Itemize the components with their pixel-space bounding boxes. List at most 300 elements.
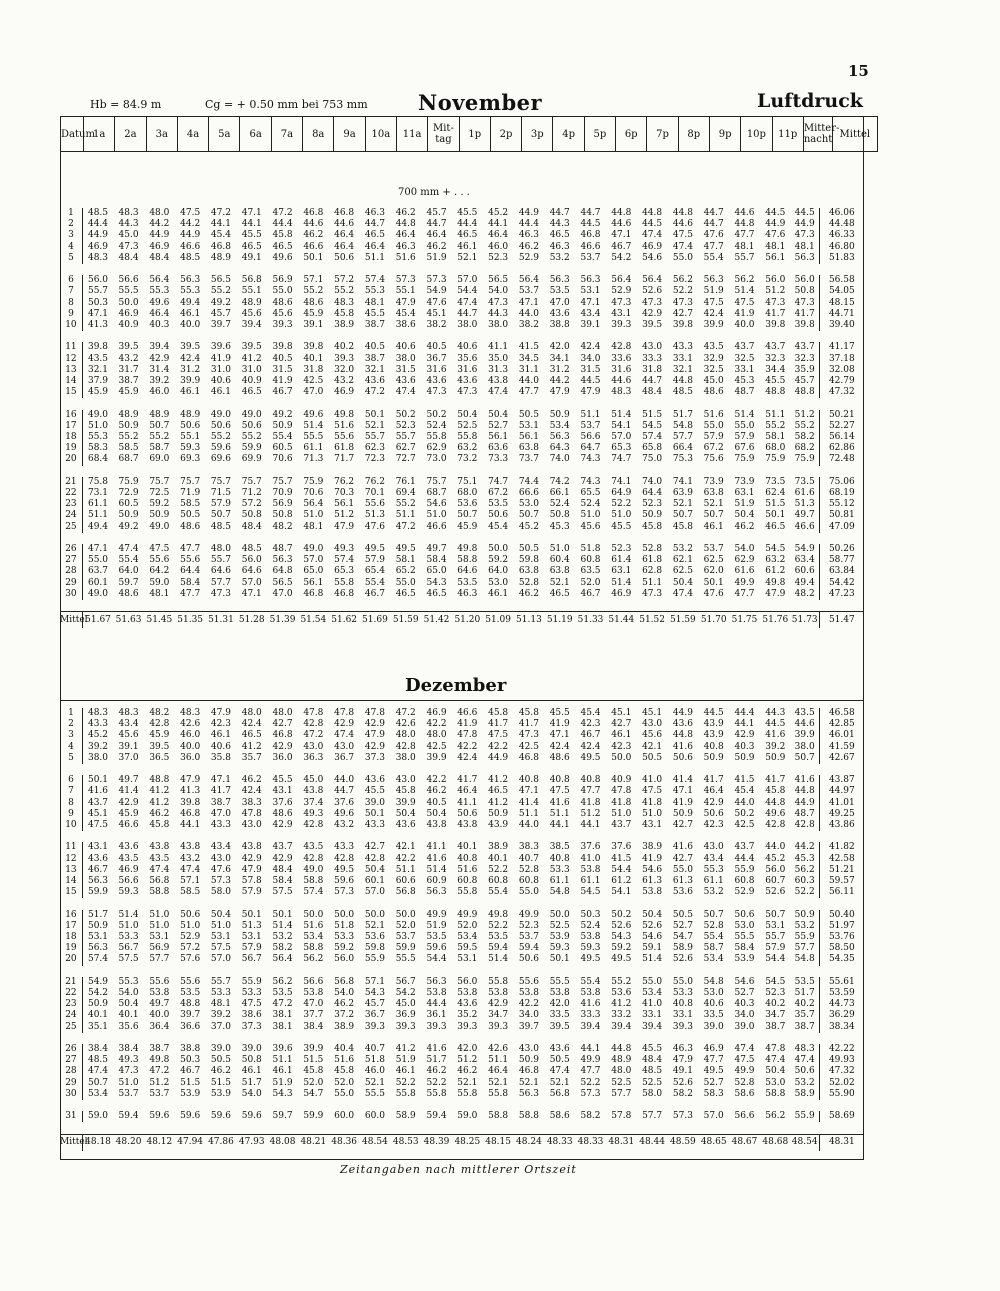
value-cell: 75.7	[426, 476, 447, 487]
date-cell: 9	[60, 309, 82, 320]
value-cell: 42.9	[734, 730, 755, 741]
value-cell: 42.6	[488, 1044, 509, 1055]
value-cell: 51.0	[426, 510, 447, 521]
table-row	[60, 309, 864, 320]
value-cell: 40.1	[457, 842, 478, 853]
value-cell: 47.3	[426, 387, 447, 398]
value-cell: 53.3	[549, 864, 570, 875]
value-cell: 50.4	[642, 909, 663, 920]
value-cell: 51.4	[734, 409, 755, 420]
value-cell: 50.5	[672, 909, 693, 920]
value-cell: 50.21	[819, 410, 864, 421]
value-cell: 45.8	[334, 308, 355, 319]
value-cell: 55.0	[703, 420, 724, 431]
value-cell: 51.1	[272, 1055, 293, 1066]
value-cell: 44.0	[765, 842, 786, 853]
value-cell: 39.6	[272, 1044, 293, 1055]
value-cell: 43.5	[87, 353, 109, 364]
value-cell: 47.6	[426, 297, 447, 308]
value-cell: 44.2	[149, 219, 170, 230]
value-cell: 74.7	[488, 476, 509, 487]
value-cell: 48.6	[703, 387, 724, 398]
value-cell: 56.6	[303, 976, 324, 987]
value-cell: 47.6	[765, 230, 786, 241]
value-cell: 47.8	[364, 708, 385, 718]
value-cell: 43.7	[734, 342, 755, 353]
value-cell: 43.6	[395, 376, 416, 387]
value-cell: 52.4	[580, 920, 601, 931]
value-cell: 58.9	[672, 943, 693, 954]
value-cell: 38.1	[272, 1021, 293, 1032]
value-cell: 55.3	[149, 286, 170, 297]
value-cell: 36.7	[426, 353, 447, 364]
value-cell: 56.3	[580, 275, 601, 286]
value-cell: 41.2	[149, 786, 170, 797]
value-cell: 70.6	[272, 454, 293, 465]
value-cell: 42.9	[272, 741, 293, 752]
value-cell: 49.0	[303, 864, 324, 875]
column-header: 8a	[303, 117, 334, 152]
value-cell: 46.5	[457, 230, 478, 241]
value-cell: 57.0	[703, 1111, 724, 1122]
value-cell: 45.7	[364, 999, 385, 1010]
mean-value: 48.44	[637, 1134, 668, 1151]
value-cell: 41.7	[518, 719, 539, 730]
table-row	[60, 753, 864, 764]
value-cell: 54.2	[87, 988, 109, 999]
value-cell: 46.6	[180, 241, 201, 252]
value-cell: 44.48	[819, 219, 864, 230]
table-row	[60, 488, 864, 499]
value-cell: 38.4	[87, 1044, 109, 1055]
value-cell: 39.5	[549, 1021, 570, 1032]
value-cell: 71.5	[210, 488, 231, 499]
table-row	[60, 1055, 864, 1066]
value-cell: 50.7	[765, 909, 786, 920]
value-cell: 33.3	[580, 1010, 601, 1021]
value-cell: 42.9	[118, 797, 139, 808]
value-cell: 50.5	[549, 1055, 570, 1066]
value-cell: 56.3	[426, 887, 447, 898]
value-cell: 48.2	[149, 708, 170, 718]
value-cell: 46.58	[819, 708, 864, 719]
date-cell: 24	[60, 1010, 82, 1021]
value-cell: 46.6	[118, 820, 139, 831]
value-cell: 74.0	[642, 476, 663, 487]
date-cell: 5	[60, 253, 82, 264]
value-cell: 59.1	[642, 943, 663, 954]
value-cell: 44.4	[518, 219, 539, 230]
value-cell: 60.8	[488, 876, 509, 887]
value-cell: 39.0	[241, 1044, 262, 1055]
value-cell: 58.2	[272, 943, 293, 954]
value-cell: 50.4	[426, 808, 447, 819]
mean-value: 48.15	[483, 1134, 514, 1151]
value-cell: 55.0	[642, 976, 663, 987]
value-cell: 50.9	[87, 999, 109, 1010]
value-cell: 44.6	[611, 376, 632, 387]
value-cell: 49.0	[241, 409, 262, 420]
value-cell: 47.2	[303, 730, 324, 741]
table-row	[60, 742, 864, 753]
value-cell: 43.1	[642, 820, 663, 831]
value-cell: 59.5	[457, 943, 478, 954]
value-cell: 53.2	[549, 252, 570, 263]
value-cell: 53.2	[703, 887, 724, 898]
value-cell: 51.0	[118, 1077, 139, 1088]
date-cell: 17	[60, 421, 82, 432]
table-row	[60, 1089, 864, 1100]
mean-value: 48.31	[606, 1134, 637, 1151]
value-cell: 42.9	[149, 353, 170, 364]
value-cell: 50.0	[549, 909, 570, 920]
value-cell: 43.9	[703, 719, 724, 730]
value-cell: 52.9	[518, 252, 539, 263]
value-cell: 52.3	[395, 420, 416, 431]
date-cell: 6	[60, 775, 82, 786]
value-cell: 47.5	[549, 786, 570, 797]
value-cell: 47.8	[765, 1044, 786, 1055]
value-cell: 43.4	[580, 308, 601, 319]
value-cell: 52.6	[672, 954, 693, 965]
value-cell: 55.5	[118, 286, 139, 297]
value-cell: 49.0	[303, 544, 324, 555]
value-cell: 37.0	[210, 1021, 231, 1032]
value-cell: 47.6	[703, 230, 724, 241]
value-cell: 51.6	[334, 420, 355, 431]
value-cell: 45.5	[611, 521, 632, 532]
value-cell: 56.7	[241, 954, 262, 965]
value-cell: 42.8	[149, 719, 170, 730]
value-cell: 56.8	[395, 887, 416, 898]
value-cell: 53.3	[241, 988, 262, 999]
value-cell: 54.2	[611, 252, 632, 263]
value-cell: 54.5	[580, 887, 601, 898]
value-cell: 42.58	[819, 854, 864, 865]
value-cell: 35.7	[241, 752, 262, 763]
table-row	[60, 954, 864, 965]
value-cell: 52.9	[734, 887, 755, 898]
value-cell: 47.3	[765, 297, 786, 308]
value-cell: 47.7	[518, 387, 539, 398]
value-cell: 57.8	[241, 876, 262, 887]
value-cell: 75.7	[272, 476, 293, 487]
value-cell: 57.1	[180, 876, 201, 887]
value-cell: 41.0	[642, 999, 663, 1010]
value-cell: 70.9	[272, 488, 293, 499]
value-cell: 43.9	[703, 730, 724, 741]
value-cell: 44.8	[734, 219, 755, 230]
value-cell: 73.7	[518, 454, 539, 465]
value-cell: 51.2	[794, 409, 815, 420]
value-cell: 56.0	[765, 275, 786, 286]
value-cell: 44.5	[794, 208, 815, 218]
value-cell: 51.5	[180, 1077, 201, 1088]
value-cell: 44.3	[118, 219, 139, 230]
value-cell: 56.0	[794, 275, 815, 286]
value-cell: 59.6	[210, 1111, 231, 1122]
value-cell: 36.7	[364, 1010, 385, 1021]
value-cell: 47.8	[334, 708, 355, 718]
table-row	[60, 320, 864, 331]
value-cell: 44.6	[672, 219, 693, 230]
value-cell: 47.6	[364, 521, 385, 532]
value-cell: 63.8	[518, 566, 539, 577]
value-cell: 39.4	[580, 1021, 601, 1032]
value-cell: 51.5	[303, 1055, 324, 1066]
value-cell: 40.0	[180, 741, 201, 752]
mean-value: 48.54	[360, 1134, 391, 1151]
value-cell: 56.5	[272, 577, 293, 588]
value-cell: 47.5	[241, 999, 262, 1010]
value-cell: 33.1	[642, 1010, 663, 1021]
value-cell: 47.8	[457, 730, 478, 741]
value-cell: 58.6	[549, 1111, 570, 1122]
value-cell: 44.4	[426, 999, 447, 1010]
value-cell: 38.7	[210, 797, 231, 808]
value-cell: 56.0	[457, 976, 478, 987]
value-cell: 42.9	[703, 797, 724, 808]
column-header: 11p	[772, 117, 803, 152]
value-cell: 58.3	[87, 443, 109, 454]
value-cell: 50.7	[794, 752, 815, 763]
value-cell: 46.4	[426, 230, 447, 241]
value-cell: 57.9	[703, 432, 724, 443]
value-cell: 41.1	[457, 797, 478, 808]
date-cell: 5	[60, 753, 82, 764]
value-cell: 69.4	[395, 488, 416, 499]
value-cell: 51.1	[364, 252, 385, 263]
value-cell: 45.5	[765, 376, 786, 387]
value-cell: 52.8	[703, 920, 724, 931]
value-cell: 51.3	[364, 510, 385, 521]
value-cell: 56.3	[272, 555, 293, 566]
value-cell: 47.6	[210, 864, 231, 875]
value-cell: 42.1	[395, 842, 416, 853]
value-cell: 48.2	[272, 521, 293, 532]
value-cell: 47.4	[642, 230, 663, 241]
value-cell: 42.9	[241, 853, 262, 864]
value-cell: 44.2	[549, 376, 570, 387]
value-cell: 46.9	[611, 588, 632, 599]
value-cell: 47.3	[118, 1066, 139, 1077]
value-cell: 55.0	[672, 976, 693, 987]
value-cell: 48.1	[210, 999, 231, 1010]
value-cell: 50.4	[395, 808, 416, 819]
value-cell: 46.9	[703, 1044, 724, 1055]
value-cell: 52.9	[180, 932, 201, 943]
value-cell: 44.1	[241, 219, 262, 230]
value-cell: 43.0	[703, 842, 724, 853]
table-row	[60, 342, 864, 353]
value-cell: 33.6	[611, 353, 632, 364]
value-cell: 50.6	[180, 909, 201, 920]
value-cell: 38.9	[642, 842, 663, 853]
value-cell: 38.0	[395, 752, 416, 763]
table-row	[60, 354, 864, 365]
value-cell: 56.2	[303, 954, 324, 965]
value-cell: 51.1	[488, 1055, 509, 1066]
column-header: 10p	[741, 117, 772, 152]
value-cell: 47.4	[457, 297, 478, 308]
date-cell: 21	[60, 977, 82, 988]
value-cell: 56.8	[149, 876, 170, 887]
value-cell: 51.0	[210, 920, 231, 931]
value-cell: 46.1	[703, 521, 724, 532]
value-cell: 51.2	[457, 1055, 478, 1066]
value-cell: 33.2	[611, 1010, 632, 1021]
value-cell: 56.4	[303, 499, 324, 510]
value-cell: 40.0	[149, 1010, 170, 1021]
value-cell: 54.0	[118, 988, 139, 999]
value-cell: 51.8	[580, 544, 601, 555]
value-cell: 55.3	[364, 286, 385, 297]
value-cell: 42.7	[272, 719, 293, 730]
value-cell: 47.4	[734, 1044, 755, 1055]
value-cell: 56.8	[549, 1088, 570, 1099]
value-cell: 51.6	[457, 864, 478, 875]
value-cell: 53.2	[672, 544, 693, 555]
value-cell: 46.8	[518, 1066, 539, 1077]
value-cell: 51.2	[149, 1077, 170, 1088]
value-cell: 41.7	[765, 775, 786, 786]
value-cell: 43.3	[210, 820, 231, 831]
value-cell: 52.4	[549, 499, 570, 510]
value-cell: 58.2	[794, 432, 815, 443]
date-cell: 30	[60, 1089, 82, 1100]
value-cell: 32.1	[364, 364, 385, 375]
value-cell: 57.7	[642, 1111, 663, 1122]
value-cell: 45.5	[364, 786, 385, 797]
value-cell: 52.8	[518, 864, 539, 875]
value-cell: 53.9	[734, 954, 755, 965]
value-cell: 50.9	[149, 510, 170, 521]
value-cell: 71.2	[241, 488, 262, 499]
value-cell: 58.8	[765, 1088, 786, 1099]
value-cell: 41.17	[819, 342, 864, 353]
value-cell: 44.9	[794, 219, 815, 230]
value-cell: 69.6	[210, 454, 231, 465]
value-cell: 53.6	[611, 988, 632, 999]
value-cell: 49.8	[149, 1055, 170, 1066]
value-cell: 46.06	[819, 208, 864, 219]
value-cell: 32.1	[87, 364, 109, 375]
value-cell: 49.5	[580, 752, 601, 763]
value-cell: 46.9	[87, 241, 109, 252]
value-cell: 36.4	[149, 1021, 170, 1032]
table-row	[60, 253, 864, 264]
value-cell: 51.4	[611, 409, 632, 420]
value-cell: 46.0	[364, 1066, 385, 1077]
value-cell: 53.3	[672, 988, 693, 999]
mean-value: 51.67	[82, 612, 113, 629]
value-cell: 67.2	[703, 443, 724, 454]
footer-note: Zeitangaben nach mittlerer Ortszeit	[340, 1163, 577, 1176]
value-cell: 48.4	[642, 1055, 663, 1066]
column-header: 3p	[522, 117, 553, 152]
date-cell: 17	[60, 921, 82, 932]
value-cell: 31.8	[642, 364, 663, 375]
date-cell: 26	[60, 544, 82, 555]
value-cell: 50.6	[518, 954, 539, 965]
value-cell: 43.6	[364, 775, 385, 786]
value-cell: 41.01	[819, 798, 864, 809]
value-cell: 47.7	[703, 241, 724, 252]
value-cell: 63.5	[580, 566, 601, 577]
value-cell: 55.6	[518, 976, 539, 987]
value-cell: 42.2	[518, 999, 539, 1010]
value-cell: 56.1	[765, 252, 786, 263]
value-cell: 43.0	[642, 342, 663, 353]
value-cell: 47.9	[334, 521, 355, 532]
value-cell: 53.59	[819, 988, 864, 999]
value-cell: 72.3	[364, 454, 385, 465]
value-cell: 72.7	[395, 454, 416, 465]
value-cell: 48.3	[180, 708, 201, 718]
value-cell: 33.3	[642, 353, 663, 364]
value-cell: 46.5	[364, 230, 385, 241]
value-cell: 51.21	[819, 865, 864, 876]
value-cell: 47.9	[549, 387, 570, 398]
value-cell: 53.6	[672, 887, 693, 898]
value-cell: 56.0	[87, 275, 109, 286]
value-cell: 42.4	[580, 741, 601, 752]
value-cell: 53.1	[149, 932, 170, 943]
value-cell: 52.1	[488, 1077, 509, 1088]
value-cell: 54.5	[765, 976, 786, 987]
value-cell: 53.7	[518, 286, 539, 297]
value-cell: 44.0	[518, 376, 539, 387]
value-cell: 57.3	[395, 275, 416, 286]
mean-value: 51.59	[390, 612, 421, 629]
value-cell: 35.2	[457, 1010, 478, 1021]
value-cell: 63.4	[794, 555, 815, 566]
value-cell: 39.8	[303, 342, 324, 353]
value-cell: 68.7	[118, 454, 139, 465]
value-cell: 74.7	[611, 454, 632, 465]
value-cell: 57.2	[334, 275, 355, 286]
value-cell: 44.9	[180, 230, 201, 241]
value-cell: 46.2	[303, 230, 324, 241]
value-cell: 45.6	[241, 308, 262, 319]
value-cell: 43.87	[819, 775, 864, 786]
value-cell: 44.3	[549, 219, 570, 230]
value-cell: 44.1	[580, 1044, 601, 1055]
value-cell: 40.8	[549, 775, 570, 786]
value-cell: 37.3	[241, 1021, 262, 1032]
value-cell: 47.4	[149, 864, 170, 875]
value-cell: 59.4	[426, 1111, 447, 1122]
value-cell: 49.9	[734, 1066, 755, 1077]
value-cell: 42.4	[580, 342, 601, 353]
value-cell: 55.5	[395, 954, 416, 965]
value-cell: 56.3	[180, 275, 201, 286]
value-cell: 61.4	[611, 555, 632, 566]
value-cell: 57.4	[303, 887, 324, 898]
value-cell: 39.2	[765, 741, 786, 752]
mean-value: 51.54	[298, 612, 329, 629]
value-cell: 50.3	[580, 909, 601, 920]
value-cell: 31.5	[580, 364, 601, 375]
value-cell: 57.3	[580, 1088, 601, 1099]
value-cell: 38.0	[794, 741, 815, 752]
value-cell: 48.9	[180, 409, 201, 420]
mean-value: 48.33	[575, 1134, 606, 1151]
table-row	[60, 454, 864, 465]
value-cell: 61.3	[672, 876, 693, 887]
mean-value: 51.70	[698, 612, 729, 629]
value-cell: 65.2	[395, 566, 416, 577]
